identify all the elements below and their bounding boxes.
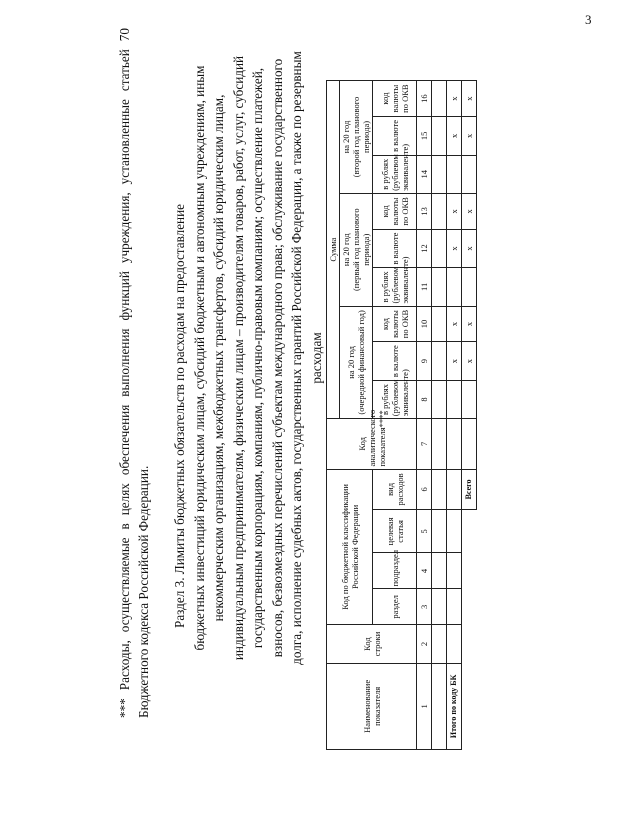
x-mark: x bbox=[447, 81, 462, 117]
header-period-2: на 20 год (первый год планового периода) bbox=[340, 193, 373, 306]
header-cur-3: в валюте bbox=[373, 117, 417, 155]
header-okv-3: код валюты по ОКВ bbox=[373, 81, 417, 117]
limits-table bbox=[326, 80, 477, 750]
col-number: 11 bbox=[417, 268, 432, 306]
section-3 bbox=[170, 48, 326, 668]
total-bk-label: Итого по коду БК bbox=[447, 663, 462, 749]
header-exp-type: вид расходов bbox=[373, 469, 417, 510]
footnote: *** Расходы, осуществляемые в целях обеспечения выполнения функций учреждения, установленные статьей 70 Бюджетного кодекса Российской Федерации. bbox=[117, 28, 151, 718]
x-mark: x bbox=[462, 193, 477, 229]
x-mark: x bbox=[462, 306, 477, 342]
header-okv-1: код валюты по ОКВ bbox=[373, 306, 417, 342]
col-number: 10 bbox=[417, 306, 432, 342]
section-body: бюджетных инвестиций юридическим лицам, субсидий бюджетным и автономным учреждениям, иным некоммерческим организациям, межбюджетных трансфертов, субсидий юридическим лицам, индивидуальным предпринимателям, физическим лицам – производителям товаров, работ, услуг, субсидий государственным корпорациям, компаниям, публично-правовым компаниям; осуществление платежей, взносов, безвозмездных перечислений субъектам международного права; обслуживание государственного долга, исполнение судебных актов, государственных гарантий Российской Федерации, а также по резервным расходам bbox=[191, 51, 324, 665]
x-mark: x bbox=[447, 117, 462, 155]
page-number: 3 bbox=[585, 12, 592, 27]
header-code-row: Код строки bbox=[327, 625, 417, 663]
col-number: 16 bbox=[417, 81, 432, 117]
col-number: 9 bbox=[417, 342, 432, 380]
header-name: Наименование показателя bbox=[327, 663, 417, 749]
header-cur-1: в валюте bbox=[373, 342, 417, 380]
header-rub-1: в рублях (рублевом эквиваленте) bbox=[373, 380, 417, 418]
x-mark: x bbox=[447, 229, 462, 267]
col-number: 8 bbox=[417, 380, 432, 418]
col-number: 12 bbox=[417, 229, 432, 267]
header-sum: Сумма bbox=[327, 81, 340, 419]
header-analytic: Код аналитического показателя**** bbox=[327, 419, 417, 469]
header-period-3: на 20 год (второй год планового периода) bbox=[340, 81, 373, 194]
header-okv-2: код валюты по ОКВ bbox=[373, 193, 417, 229]
header-period-1: на 20 год (очередной финансовый год) bbox=[340, 306, 373, 419]
header-podrazdel: подраздел bbox=[373, 553, 417, 589]
column-number-row bbox=[417, 81, 432, 750]
header-cur-2: в валюте bbox=[373, 229, 417, 267]
col-number: 14 bbox=[417, 155, 432, 193]
col-number: 15 bbox=[417, 117, 432, 155]
col-number: 5 bbox=[417, 510, 432, 553]
section-title: Раздел 3. Лимиты бюджетных обязательств по расходам на предоставление bbox=[172, 203, 187, 628]
col-number: 7 bbox=[417, 419, 432, 469]
col-number: 13 bbox=[417, 193, 432, 229]
header-bk-group: Код по бюджетной классификации Российской Федерации bbox=[327, 469, 373, 625]
col-number: 4 bbox=[417, 553, 432, 589]
total-label: Всего bbox=[462, 469, 477, 510]
x-mark: x bbox=[447, 306, 462, 342]
header-razdel: раздел bbox=[373, 589, 417, 625]
header-rub-2: в рублях (рублевом эквиваленте) bbox=[373, 268, 417, 306]
x-mark: x bbox=[462, 229, 477, 267]
x-mark: x bbox=[462, 81, 477, 117]
x-mark: x bbox=[447, 193, 462, 229]
header-target: целевая статья bbox=[373, 510, 417, 553]
table-row-total bbox=[462, 81, 477, 750]
col-number: 1 bbox=[417, 663, 432, 749]
col-number: 3 bbox=[417, 589, 432, 625]
x-mark: x bbox=[462, 117, 477, 155]
header-rub-3: в рублях (рублевом эквиваленте) bbox=[373, 155, 417, 193]
table-row-total-bk bbox=[447, 81, 462, 750]
table-row bbox=[432, 81, 447, 750]
x-mark: x bbox=[462, 342, 477, 380]
x-mark: x bbox=[447, 342, 462, 380]
col-number: 2 bbox=[417, 625, 432, 663]
col-number: 6 bbox=[417, 469, 432, 510]
